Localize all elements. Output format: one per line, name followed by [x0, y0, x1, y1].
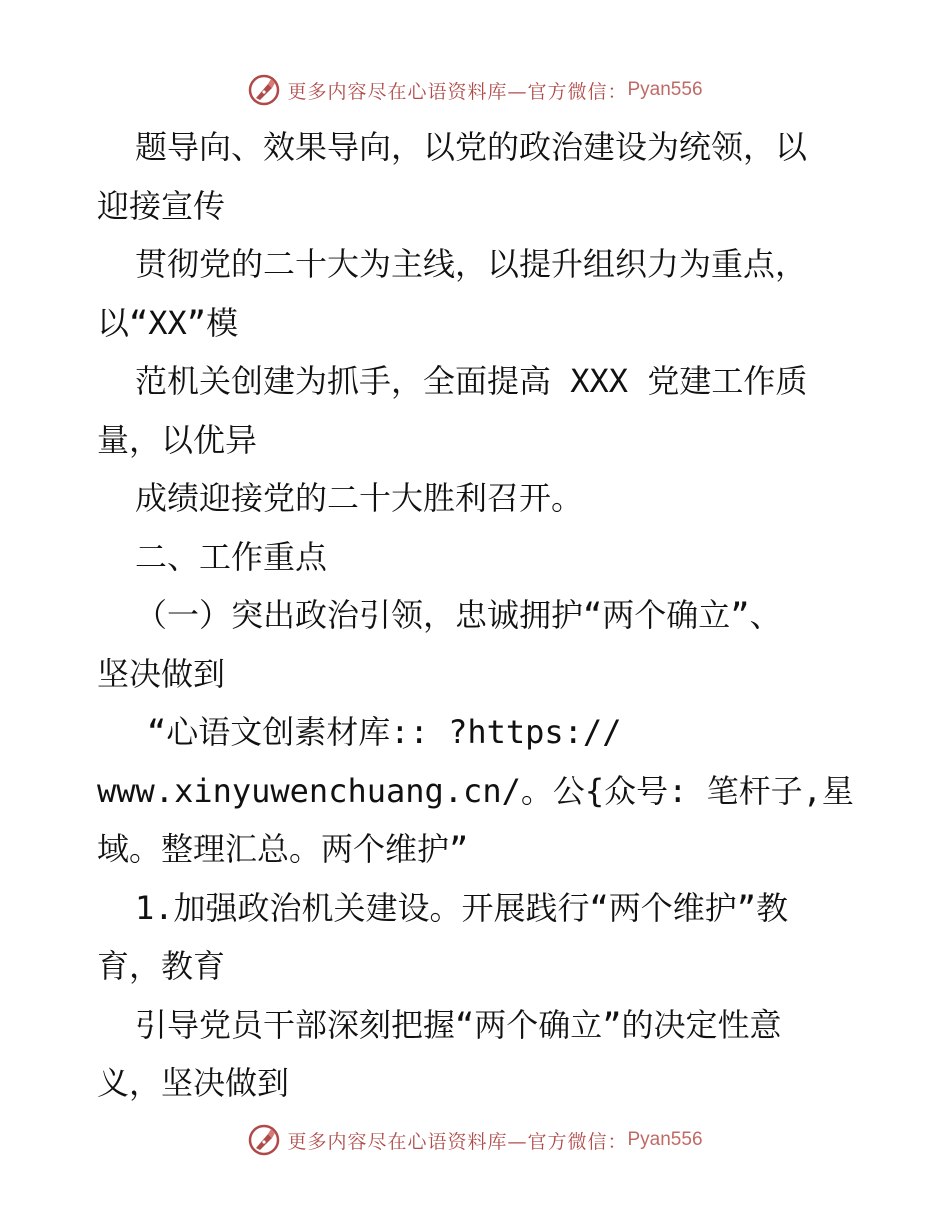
watermark-text-line: www.xinyuwenchuang.cn/。公{众号: 笔杆子,星 — [97, 771, 854, 810]
text-line: 育，教育 — [97, 947, 226, 985]
header-banner-id: Pyan556 — [627, 79, 703, 100]
text-line: 题导向、效果导向，以党的政治建设为统领，以 — [135, 128, 808, 166]
text-line: 域。整理汇总。两个维护” — [97, 830, 469, 868]
text-line: 以“XX”模 — [97, 303, 239, 342]
footer-banner — [0, 1122, 950, 1158]
pen-nib-logo-icon — [247, 1123, 281, 1157]
text-line: 1.加强政治机关建设。开展践行“两个维护”教 — [135, 888, 789, 927]
text-line: 量，以优异 — [97, 420, 258, 459]
pen-nib-logo-icon — [247, 73, 281, 107]
text-line: 贯彻党的二十大为主线，以提升组织力为重点， — [135, 245, 808, 283]
document-body — [97, 118, 867, 1113]
text-line: 坚决做到 — [97, 654, 226, 693]
text-line: 义，坚决做到 — [97, 1064, 290, 1102]
footer-banner-text: 更多内容尽在心语资料库—官方微信： — [287, 1130, 628, 1153]
section-heading: 二、工作重点 — [135, 537, 328, 576]
header-banner — [0, 72, 950, 108]
text-line: 成绩迎接党的二十大胜利召开。 — [135, 479, 584, 517]
subsection-heading: （一）突出政治引领，忠诚拥护“两个确立”、 — [135, 596, 782, 634]
text-line: 引导党员干部深刻把握“两个确立”的决定性意 — [135, 1005, 782, 1044]
text-line: 范机关创建为抓手，全面提高 XXX 党建工作质 — [135, 362, 808, 400]
footer-banner-id: Pyan556 — [627, 1129, 703, 1150]
text-line: 迎接宣传 — [97, 186, 226, 225]
header-banner-text: 更多内容尽在心语资料库—官方微信： — [287, 80, 628, 103]
watermark-text-line: “心语文创素材库:: ?https:// — [147, 713, 622, 751]
